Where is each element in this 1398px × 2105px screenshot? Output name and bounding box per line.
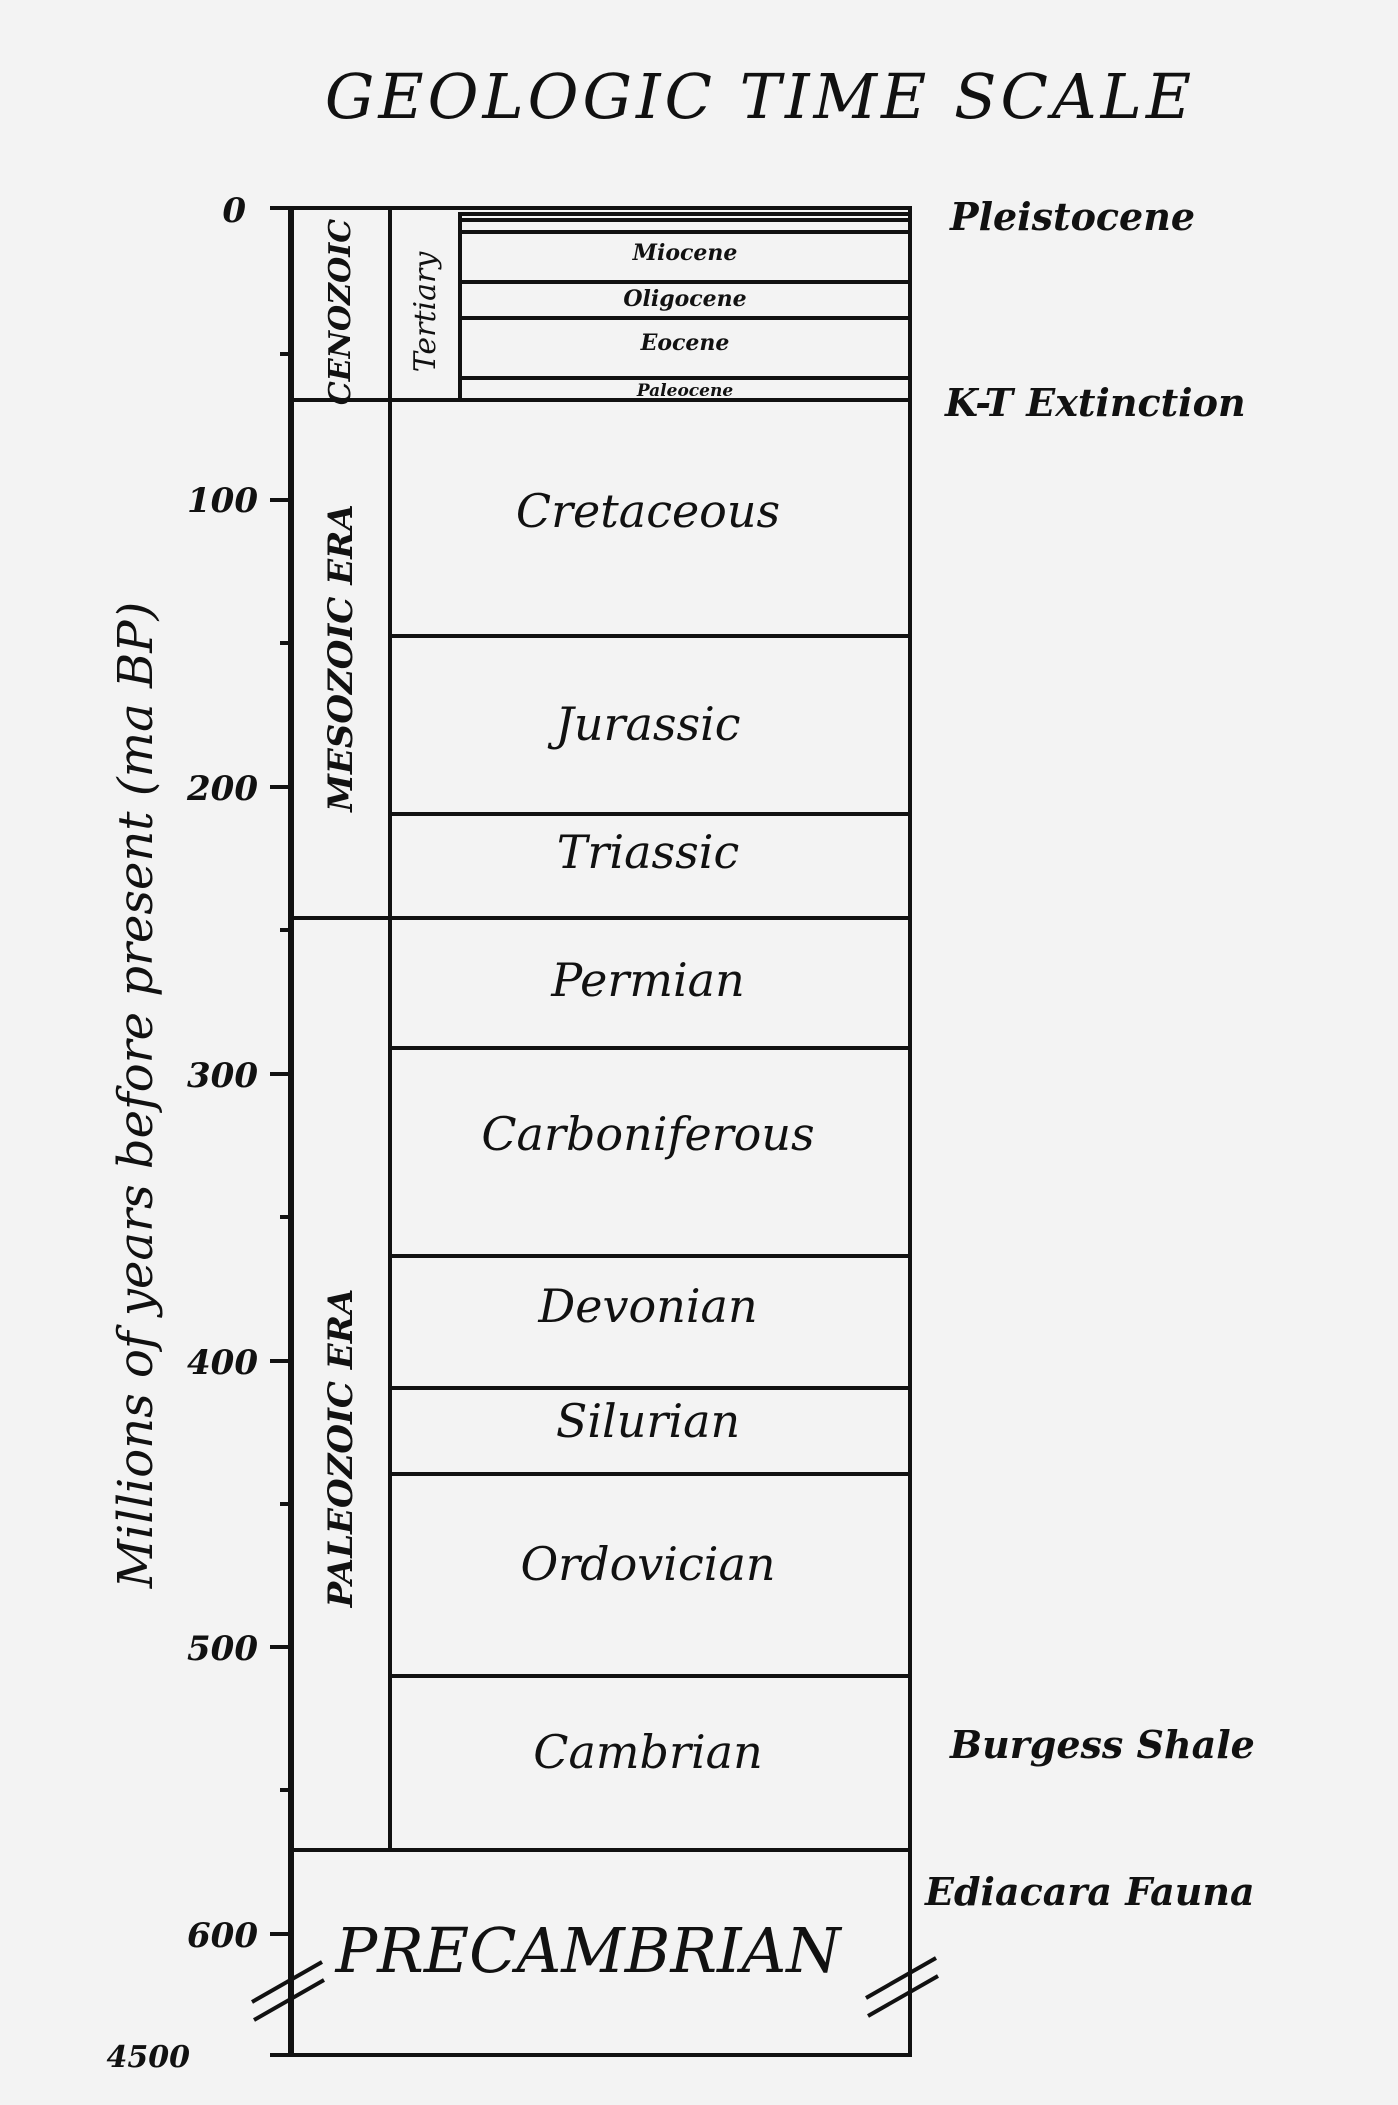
period-label-cambrian: Cambrian <box>533 1725 763 1779</box>
annotation-burgess-shale: Burgess Shale <box>950 1722 1255 1767</box>
period-label-triassic: Triassic <box>556 825 740 879</box>
tick-label-4500: 4500 <box>106 2040 190 2075</box>
era-label-mesozoic: MESOZOIC ERA <box>321 504 361 812</box>
era-label-paleozoic: PALEOZOIC ERA <box>321 1288 361 1608</box>
annotation-ediacara-fauna: Ediacara Fauna <box>925 1869 1255 1914</box>
epoch-label-eocene: Eocene <box>640 330 730 356</box>
y-axis-label: Millions of years before present (ma BP) <box>108 601 164 1589</box>
tick-label-500: 500 <box>187 1629 258 1669</box>
tertiary-label: Tertiary <box>408 251 443 373</box>
period-label-permian: Permian <box>551 953 745 1007</box>
tick-label-100: 100 <box>187 481 258 521</box>
annotation-kt-extinction: K-T Extinction <box>945 380 1246 425</box>
era-label-cenozoic: CENOZOIC <box>323 218 358 406</box>
epoch-label-paleocene: Paleocene <box>636 381 734 401</box>
figure-title: GEOLOGIC TIME SCALE <box>324 60 1196 133</box>
period-label-devonian: Devonian <box>538 1279 758 1333</box>
axis-break-mark <box>866 1958 936 1998</box>
annotation-pleistocene: Pleistocene <box>950 194 1196 239</box>
axis-break-mark <box>868 1976 938 2016</box>
tick-label-300: 300 <box>187 1056 258 1096</box>
epoch-label-oligocene: Oligocene <box>623 286 747 312</box>
axis-break-mark <box>252 1962 322 2002</box>
tick-label-400: 400 <box>187 1343 258 1383</box>
period-label-jurassic: Jurassic <box>555 697 741 751</box>
period-label-silurian: Silurian <box>555 1394 741 1448</box>
tick-label-200: 200 <box>187 769 258 809</box>
period-label-cretaceous: Cretaceous <box>515 484 781 538</box>
tick-label-0: 0 <box>222 191 246 231</box>
tick-label-600: 600 <box>187 1916 258 1956</box>
epoch-label-miocene: Miocene <box>632 240 738 266</box>
period-label-ordovician: Ordovician <box>520 1537 776 1591</box>
period-label-carboniferous: Carboniferous <box>481 1107 815 1161</box>
era-label-precambrian: PRECAMBRIAN <box>335 1914 841 1987</box>
